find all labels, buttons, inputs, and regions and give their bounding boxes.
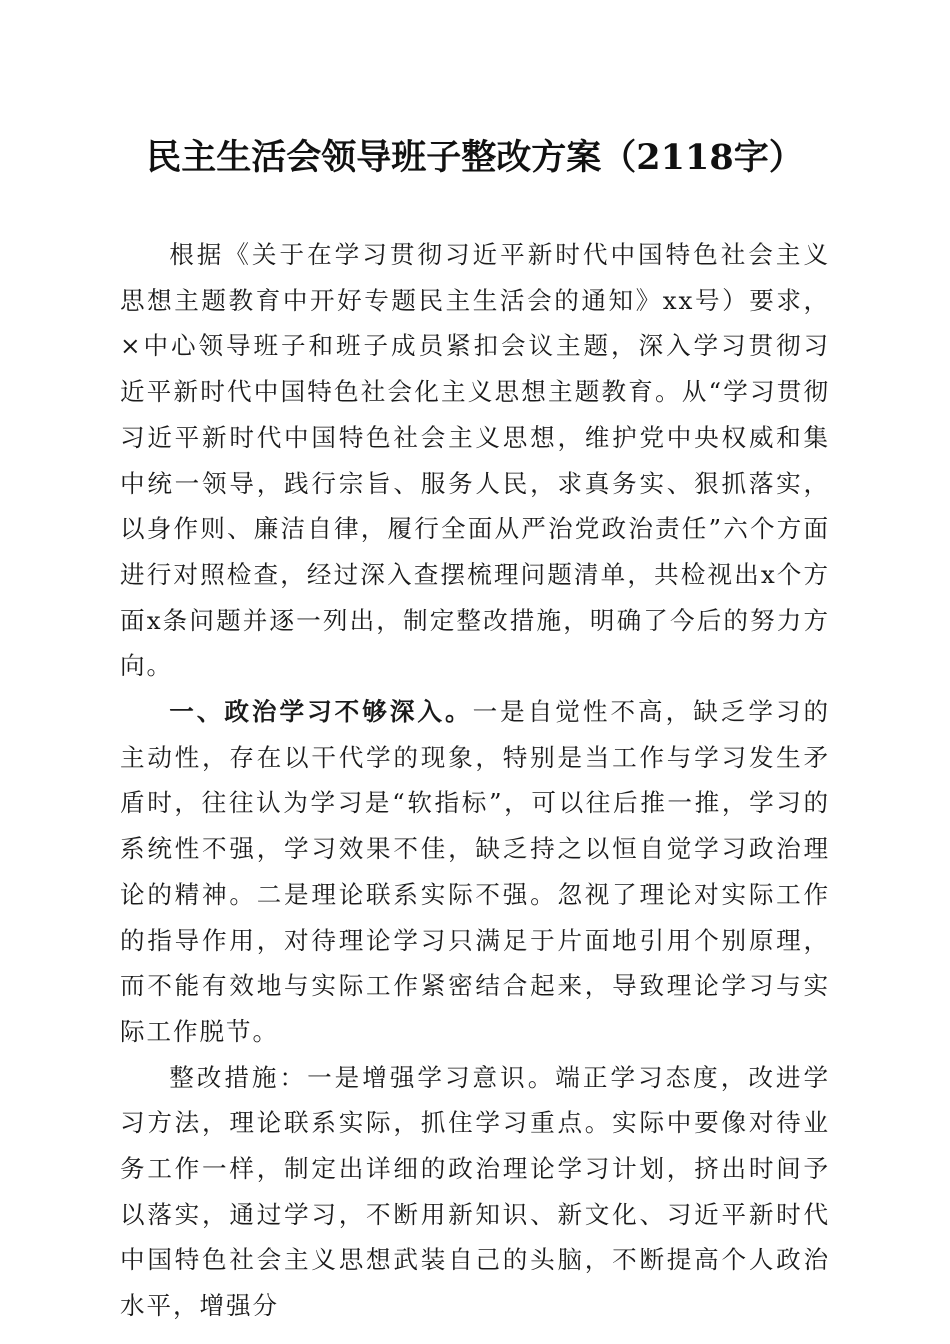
paragraph-section-one [120,689,830,1055]
paragraph-intro [120,232,830,689]
paragraph-measures-text: 整改措施：一是增强学习意识。端正学习态度，改进学习方法，理论联系实际，抓住学习重点。实际中要像对待业务工作一样，制定出详细的政治理论学习计划，挤出时间予以落实，通过学习，不断用新知识、新文化、习近平新时代中国特色社会主义思想武装自己的头脑，不断提高个人政治水平，增强分 [120,1062,830,1321]
paragraph-measures [120,1055,830,1329]
section-one-heading: 一、政治学习不够深入。 [169,697,473,727]
document-title: 民主生活会领导班子整改方案（2118字） [146,137,804,178]
document-body [120,232,830,1329]
paragraph-intro-text: 根据《关于在学习贯彻习近平新时代中国特色社会主义思想主题教育中开好专题民主生活会的通知》xx号）要求，×中心领导班子和班子成员紧扣会议主题，深入学习贯彻习近平新时代中国特色社会化主义思想主题教育。从“学习贯彻习近平新时代中国特色社会主义思想，维护党中央权威和集中统一领导，践行宗旨、服务人民，求真务实、狠抓落实，以身作则、廉洁自律，履行全面从严治党政治责任”六个方面进行对照检查，经过深入查摆梳理问题清单，共检视出x个方面x条问题并逐一列出，制定整改措施，明确了今后的努力方向。 [120,240,830,681]
section-one-text: 一是自觉性不高，缺乏学习的主动性，存在以干代学的现象，特别是当工作与学习发生矛盾时，往往认为学习是“软指标”，可以往后推一推，学习的系统性不强，学习效果不佳，缺乏持之以恒自觉学习政治理论的精神。二是理论联系实际不强。忽视了理论对实际工作的指导作用，对待理论学习只满足于片面地引用个别原理，而不能有效地与实际工作紧密结合起来，导致理论学习与实际工作脱节。 [120,697,831,1046]
